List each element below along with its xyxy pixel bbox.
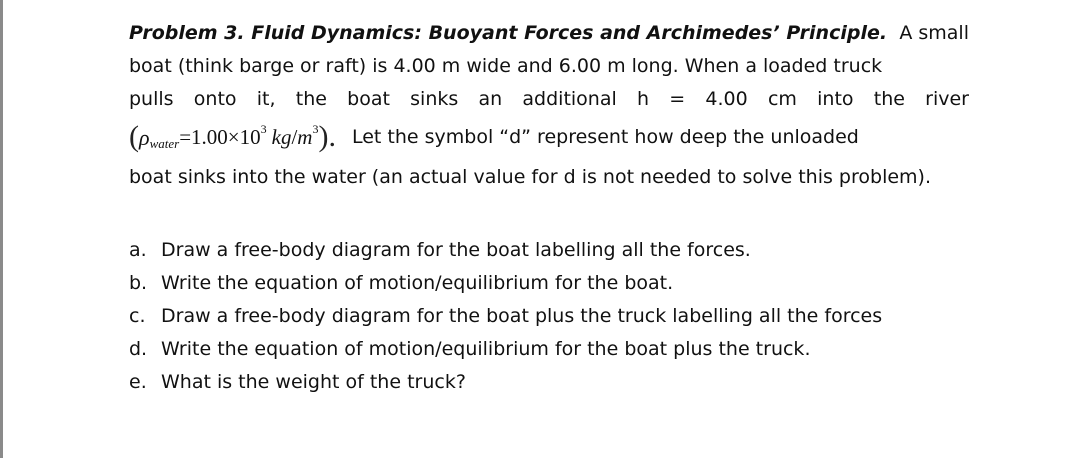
problem-statement [129, 17, 969, 194]
question-list [129, 234, 969, 399]
rho-subscript: water [149, 135, 180, 151]
problem-line-3-word: river [925, 88, 969, 110]
problem-line-3-word: sinks [410, 88, 459, 110]
question-item [129, 366, 969, 399]
unit-exponent: 3 [312, 121, 319, 136]
problem-line-3-word: h [637, 88, 650, 110]
problem-title: Problem 3. Fluid Dynamics: Buoyant Forces and Archimedes’ Principle. [129, 22, 888, 44]
formula-open-paren: ( [129, 120, 139, 153]
question-item [129, 234, 969, 267]
problem-line-3-word: an [478, 88, 503, 110]
problem-line-3-word: 4.00 [705, 88, 748, 110]
problem-line-2-text: boat (think barge or raft) is 4.00 m wide and 6.00 m long. When a loaded truck [129, 55, 883, 77]
question-text: Draw a free-body diagram for the boat plus the truck labelling all the forces [161, 305, 883, 327]
question-item [129, 267, 969, 300]
formula-close-paren: ). [318, 120, 336, 153]
question-item [129, 300, 969, 333]
rho-symbol: ρ [139, 124, 150, 150]
density-value: =1.00×10 [179, 124, 261, 149]
question-marker: e. [129, 371, 147, 393]
problem-line-1 [129, 17, 969, 50]
problem-line-3-word: onto [193, 88, 237, 110]
problem-line-5 [129, 161, 969, 194]
question-item [129, 333, 969, 366]
question-marker: d. [129, 338, 148, 360]
unit-kg: kg [271, 124, 292, 149]
problem-document [129, 17, 969, 399]
page-left-border [0, 0, 3, 458]
unit-slash: / [291, 124, 298, 149]
question-text: What is the weight of the truck? [161, 371, 466, 393]
density-formula [129, 121, 336, 154]
question-text: Write the equation of motion/equilibrium for the boat plus the truck. [161, 338, 811, 360]
unit-m: m [297, 124, 313, 149]
problem-line-3-word: the [873, 88, 905, 110]
problem-line-3-word: the [295, 88, 327, 110]
problem-line-3 [129, 83, 969, 116]
question-text: Write the equation of motion/equilibrium for the boat. [161, 272, 674, 294]
problem-line-4-text: Let the symbol “d” represent how deep the unloaded [351, 125, 859, 148]
problem-line-4 [129, 116, 969, 158]
problem-line-3-word: cm [767, 88, 797, 110]
question-marker: b. [129, 272, 148, 294]
question-marker: c. [129, 305, 146, 327]
problem-line-5-text: boat sinks into the water (an actual value for d is not needed to solve this problem). [129, 166, 931, 188]
problem-line-3-word: = [669, 88, 686, 110]
problem-line-2 [129, 50, 969, 83]
problem-line-3-word: it, [256, 88, 276, 110]
problem-line-3-word: additional [522, 88, 617, 110]
problem-line-1-tail: A small [899, 22, 969, 44]
problem-line-3-word: boat [347, 88, 390, 110]
problem-line-3-word: into [817, 88, 854, 110]
problem-line-3-word: pulls [129, 88, 174, 110]
density-exponent: 3 [260, 121, 267, 136]
question-marker: a. [129, 239, 147, 261]
question-text: Draw a free-body diagram for the boat labelling all the forces. [161, 239, 751, 261]
